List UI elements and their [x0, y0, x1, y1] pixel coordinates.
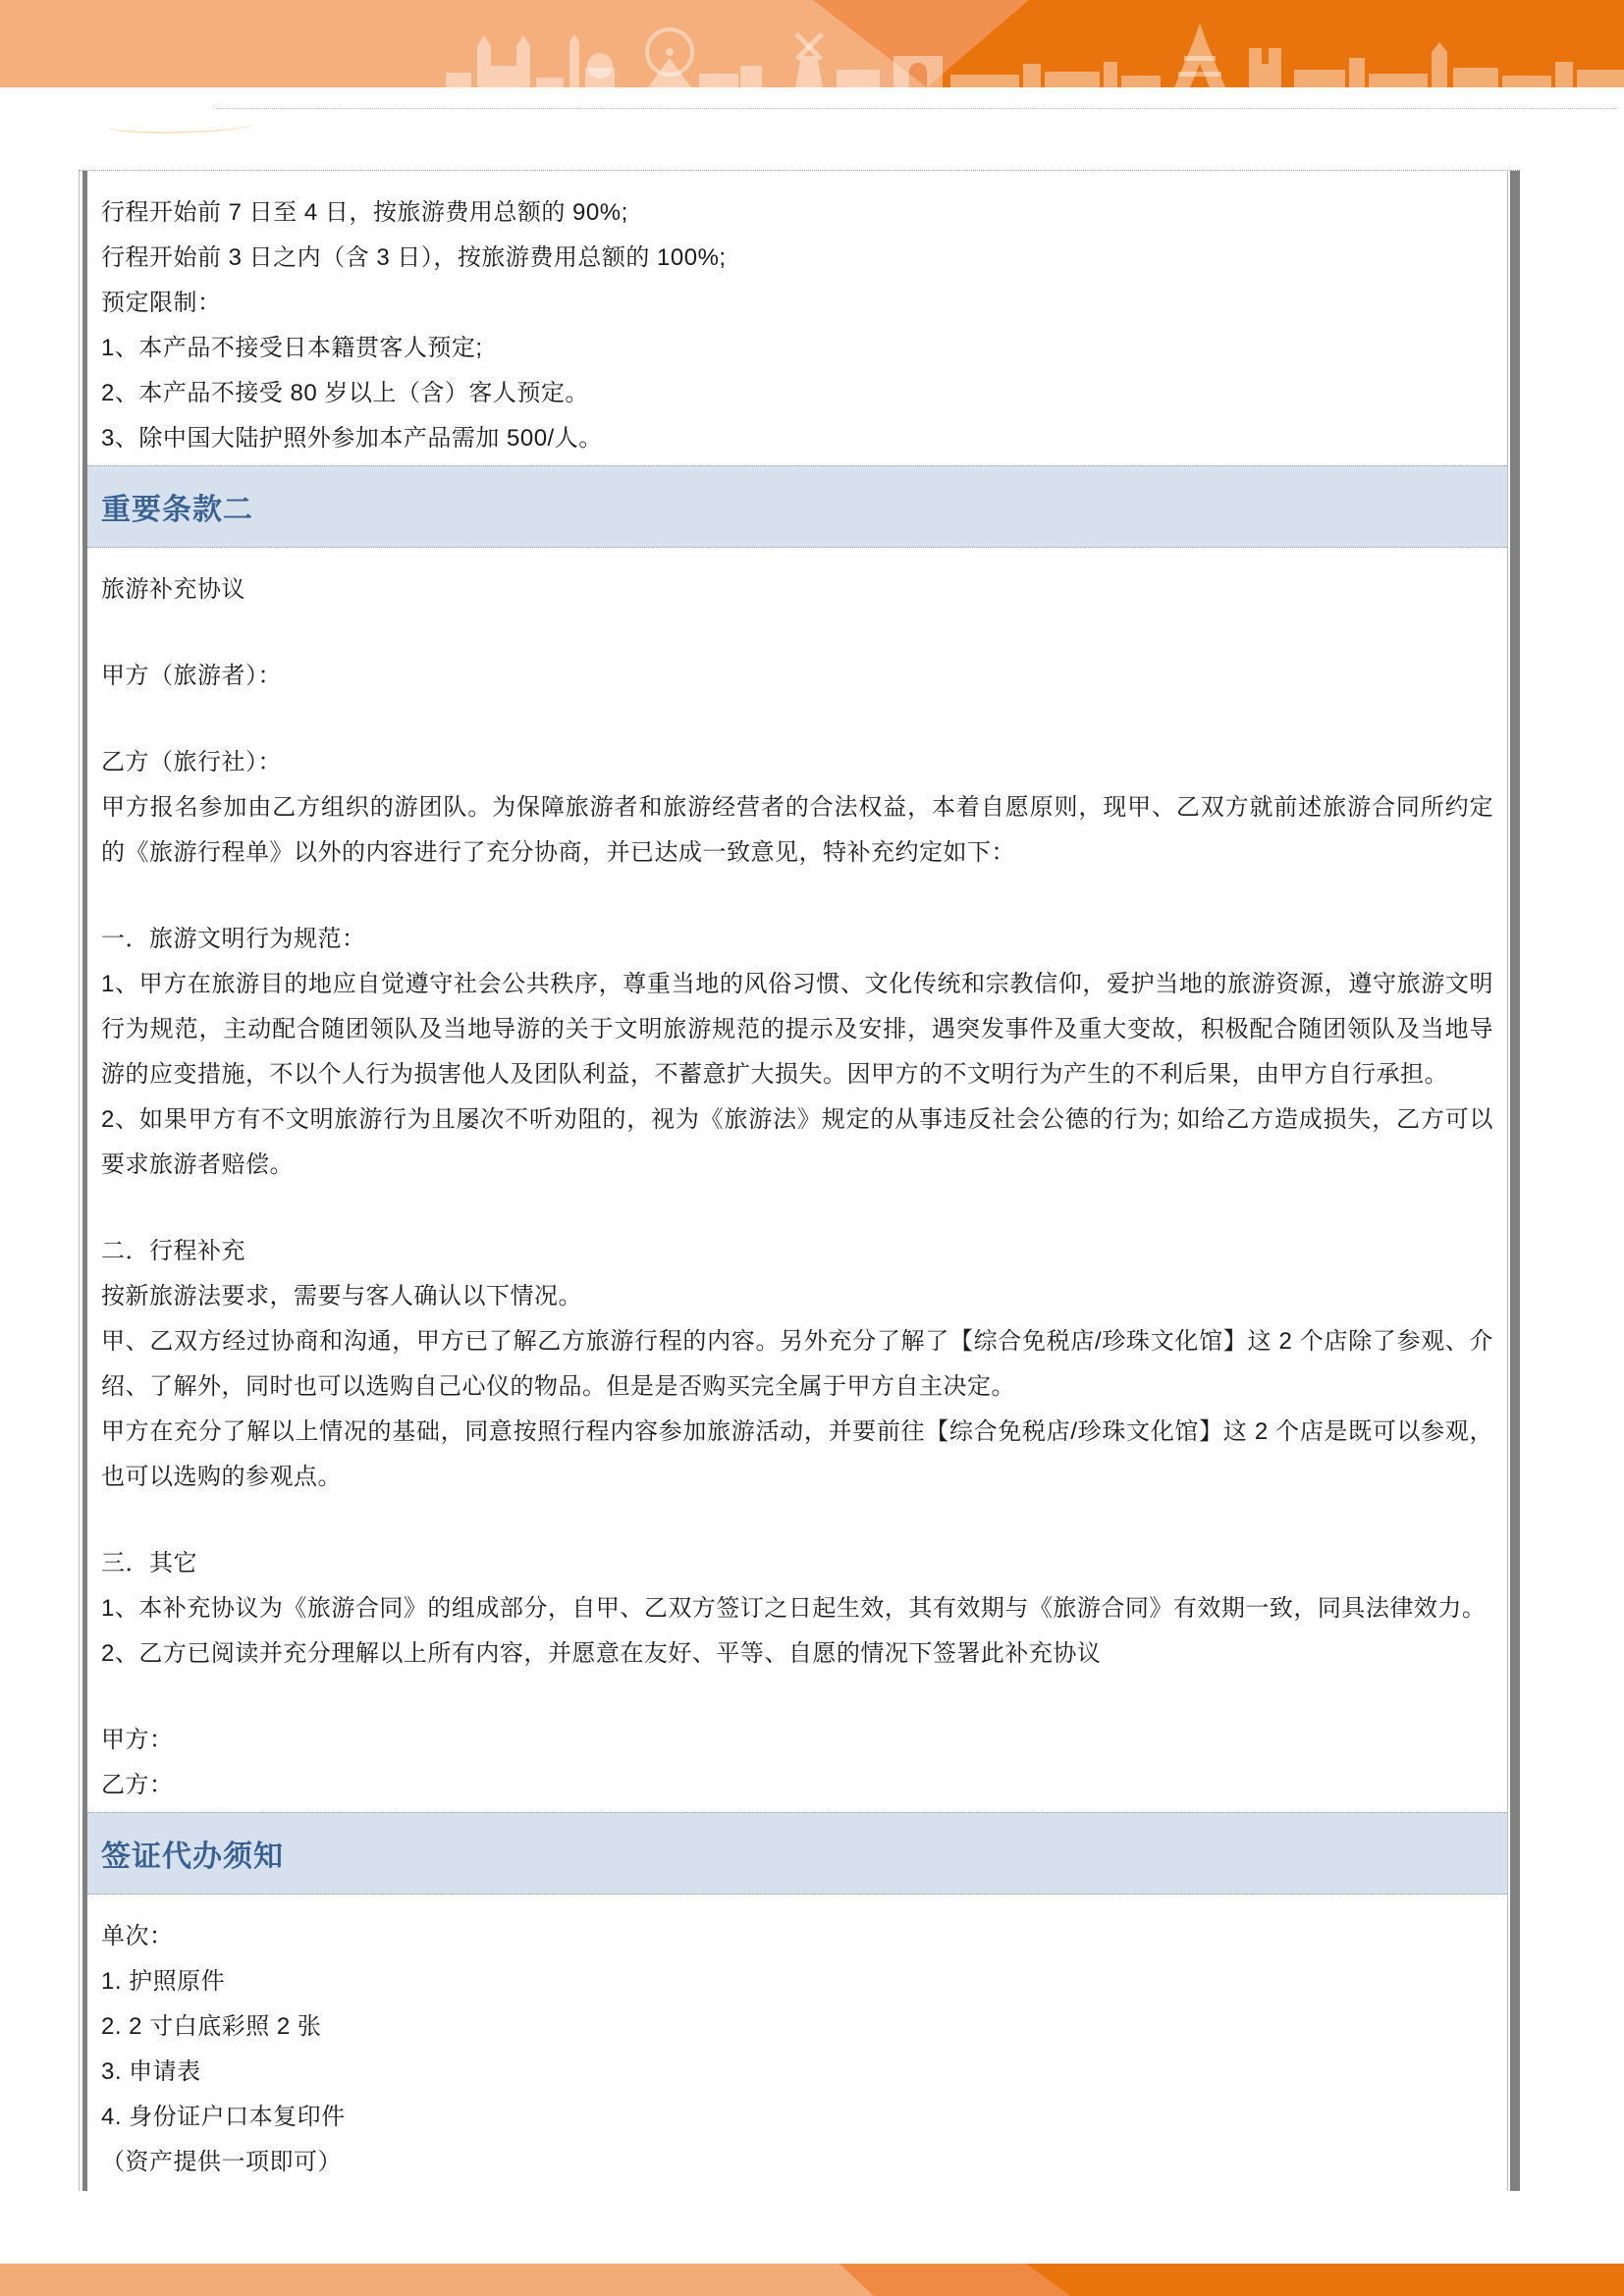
paragraph: 2、本产品不接受 80 岁以上（含）客人预定。 — [101, 380, 589, 406]
paragraph: 4. 身份证户口本复印件 — [101, 2104, 346, 2130]
paragraph: 2、乙方已阅读并充分理解以上所有内容，并愿意在友好、平等、自愿的情况下签署此补充协议 — [101, 1640, 1102, 1667]
paragraph: （资产提供一项即可） — [101, 2149, 342, 2175]
paragraph: 旅游补充协议 — [101, 576, 245, 603]
footer-banner-dark-panel — [0, 2264, 1624, 2296]
blank-line — [87, 613, 1507, 654]
paragraph: 2. 2 寸白底彩照 2 张 — [101, 2013, 322, 2040]
paragraph: 行程开始前 3 日之内（含 3 日），按旅游费用总额的 100%; — [101, 244, 727, 271]
blank-line — [87, 1500, 1507, 1541]
blank-line — [87, 699, 1507, 740]
blank-line — [87, 876, 1507, 917]
paragraph: 3、除中国大陆护照外参加本产品需加 500/人。 — [101, 425, 603, 452]
city-skyline-icon — [446, 19, 1624, 87]
footer-banner — [0, 2264, 1624, 2296]
frame-right-border — [1507, 171, 1520, 2191]
section-header-visa-notice: 签证代办须知 — [87, 1812, 1507, 1895]
paragraph: 甲方： — [101, 1727, 174, 1753]
paragraph: 1. 护照原件 — [101, 1968, 226, 1995]
paragraph: 甲方报名参加由乙方组织的游团队。为保障旅游者和旅游经营者的合法权益，本着自愿原则，现甲、乙双方就前述旅游合同所约定的《旅游行程单》以外的内容进行了充分协商，并已达成一致意见，特补充约定如下： — [101, 794, 1493, 866]
paragraph: 行程开始前 7 日至 4 日，按旅游费用总额的 90%; — [101, 199, 628, 226]
document-body — [87, 171, 1507, 2191]
paragraph: 1、甲方在旅游目的地应自觉遵守社会公共秩序，尊重当地的风俗习惯、文化传统和宗教信仰，爱护当地的旅游资源，遵守旅游文明行为规范，主动配合随团领队及当地导游的关于文明旅游规范的提示及安排，遇突发事件及重大变故，积极配合随团领队及当地导游的应变措施，不以个人行为损害他人及团队利益，不蓄意扩大损失。因甲方的不文明行为产生的不利后果，由甲方自行承担。 — [101, 971, 1493, 1088]
paragraph: 1、本产品不接受日本籍贯客人预定; — [101, 335, 483, 361]
paragraph: 乙方： — [101, 1772, 174, 1798]
paragraph: 甲方（旅游者）： — [101, 663, 282, 689]
paragraph: 甲方在充分了解以上情况的基础，同意按照行程内容参加旅游活动，并要前往【综合免税店/珍珠文化馆】这 2 个店是既可以参观，也可以选购的参观点。 — [101, 1418, 1493, 1490]
frame-left-border — [79, 171, 87, 2191]
decor-swoosh — [108, 116, 255, 133]
document-frame — [79, 170, 1520, 2191]
paragraph: 预定限制： — [101, 290, 222, 316]
paragraph: 一．旅游文明行为规范： — [101, 926, 366, 952]
blank-line — [87, 1188, 1507, 1229]
blank-line — [87, 1677, 1507, 1718]
paragraph: 二．行程补充 — [101, 1238, 245, 1264]
paragraph: 3. 申请表 — [101, 2058, 201, 2085]
paragraph: 按新旅游法要求，需要与客人确认以下情况。 — [101, 1283, 582, 1309]
paragraph: 2、如果甲方有不文明旅游行为且屡次不听劝阻的，视为《旅游法》规定的从事违反社会公德的行为; 如给乙方造成损失，乙方可以要求旅游者赔偿。 — [101, 1106, 1493, 1178]
section-header-important-terms-2: 重要条款二 — [87, 465, 1507, 548]
header-divider-rule — [216, 108, 1618, 109]
paragraph: 1、本补充协议为《旅游合同》的组成部分，自甲、乙双方签订之日起生效，其有效期与《旅游合同》有效期一致，同具法律效力。 — [101, 1595, 1487, 1622]
paragraph: 三．其它 — [101, 1550, 197, 1576]
paragraph: 乙方（旅行社）： — [101, 749, 282, 775]
paragraph: 单次： — [101, 1923, 174, 1949]
paragraph: 甲、乙双方经过协商和沟通，甲方已了解乙方旅游行程的内容。另外充分了解了【综合免税店/珍珠文化馆】这 2 个店除了参观、介绍、了解外，同时也可以选购自己心仪的物品。但是是否购买完全属于甲方自主决定。 — [101, 1328, 1493, 1400]
header-banner — [0, 0, 1624, 87]
